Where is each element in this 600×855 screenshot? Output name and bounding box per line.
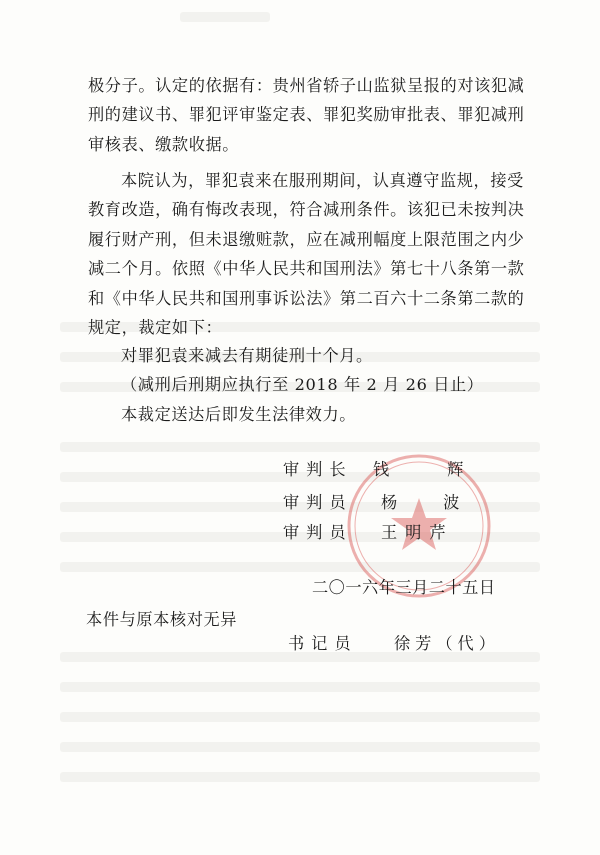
- bleed-through: [60, 712, 540, 722]
- text-line: 减二个月。依照《中华人民共和国刑法》第七十八条第一款: [88, 259, 525, 279]
- text-line: 履行财产刑，但未退缴赃款，应在减刑幅度上限范围之内少: [88, 229, 525, 249]
- signature-block: [283, 458, 523, 548]
- text-line: 教育改造，确有悔改表现，符合减刑条件。该犯已未按判决: [88, 200, 525, 220]
- ruling-date: 二〇一六年三月二十五日: [312, 578, 496, 597]
- paragraph-evidence: [88, 71, 525, 159]
- bleed-through: [180, 12, 270, 22]
- signature-role: 审判员: [283, 493, 353, 512]
- ruling-note: （减刑后刑期应执行至 2018 年 2 月 26 日止）: [121, 375, 484, 395]
- text-line: 刑的建议书、罪犯评审鉴定表、罪犯奖励审批表、罪犯减刑: [88, 105, 525, 125]
- text-line: 本院认为，罪犯袁来在服刑期间，认真遵守监规，接受: [121, 171, 524, 190]
- ruling-text: 对罪犯袁来减去有期徒刑十个月。: [121, 346, 373, 365]
- bleed-through: [60, 772, 540, 782]
- verification-statement: 本件与原本核对无异: [86, 610, 238, 629]
- ruling-section: [88, 341, 520, 429]
- signature-role: 审判员: [283, 523, 353, 542]
- signature-role: 审判长: [283, 460, 353, 479]
- bleed-through: [60, 742, 540, 752]
- paragraph-court-opinion: [88, 166, 525, 342]
- signature-name: 钱辉: [373, 460, 522, 479]
- text-line: 极分子。认定的依据有：贵州省轿子山监狱呈报的对该犯减: [88, 76, 525, 95]
- clerk-role: 书记员: [288, 634, 358, 653]
- clerk-name: 徐芳（代）: [394, 634, 500, 653]
- signature-name: 王明芹: [381, 523, 454, 542]
- text-line: 规定，裁定如下：: [88, 317, 223, 337]
- text-line: 和《中华人民共和国刑事诉讼法》第二百六十二条第二款的: [88, 288, 525, 308]
- text-line: 审核表、缴款收据。: [88, 134, 240, 154]
- clerk-signature: [288, 630, 528, 654]
- effect-statement: 本裁定送达后即发生法律效力。: [121, 404, 357, 424]
- bleed-through: [60, 442, 540, 452]
- signature-name: 杨波: [381, 493, 506, 512]
- bleed-through: [60, 682, 540, 692]
